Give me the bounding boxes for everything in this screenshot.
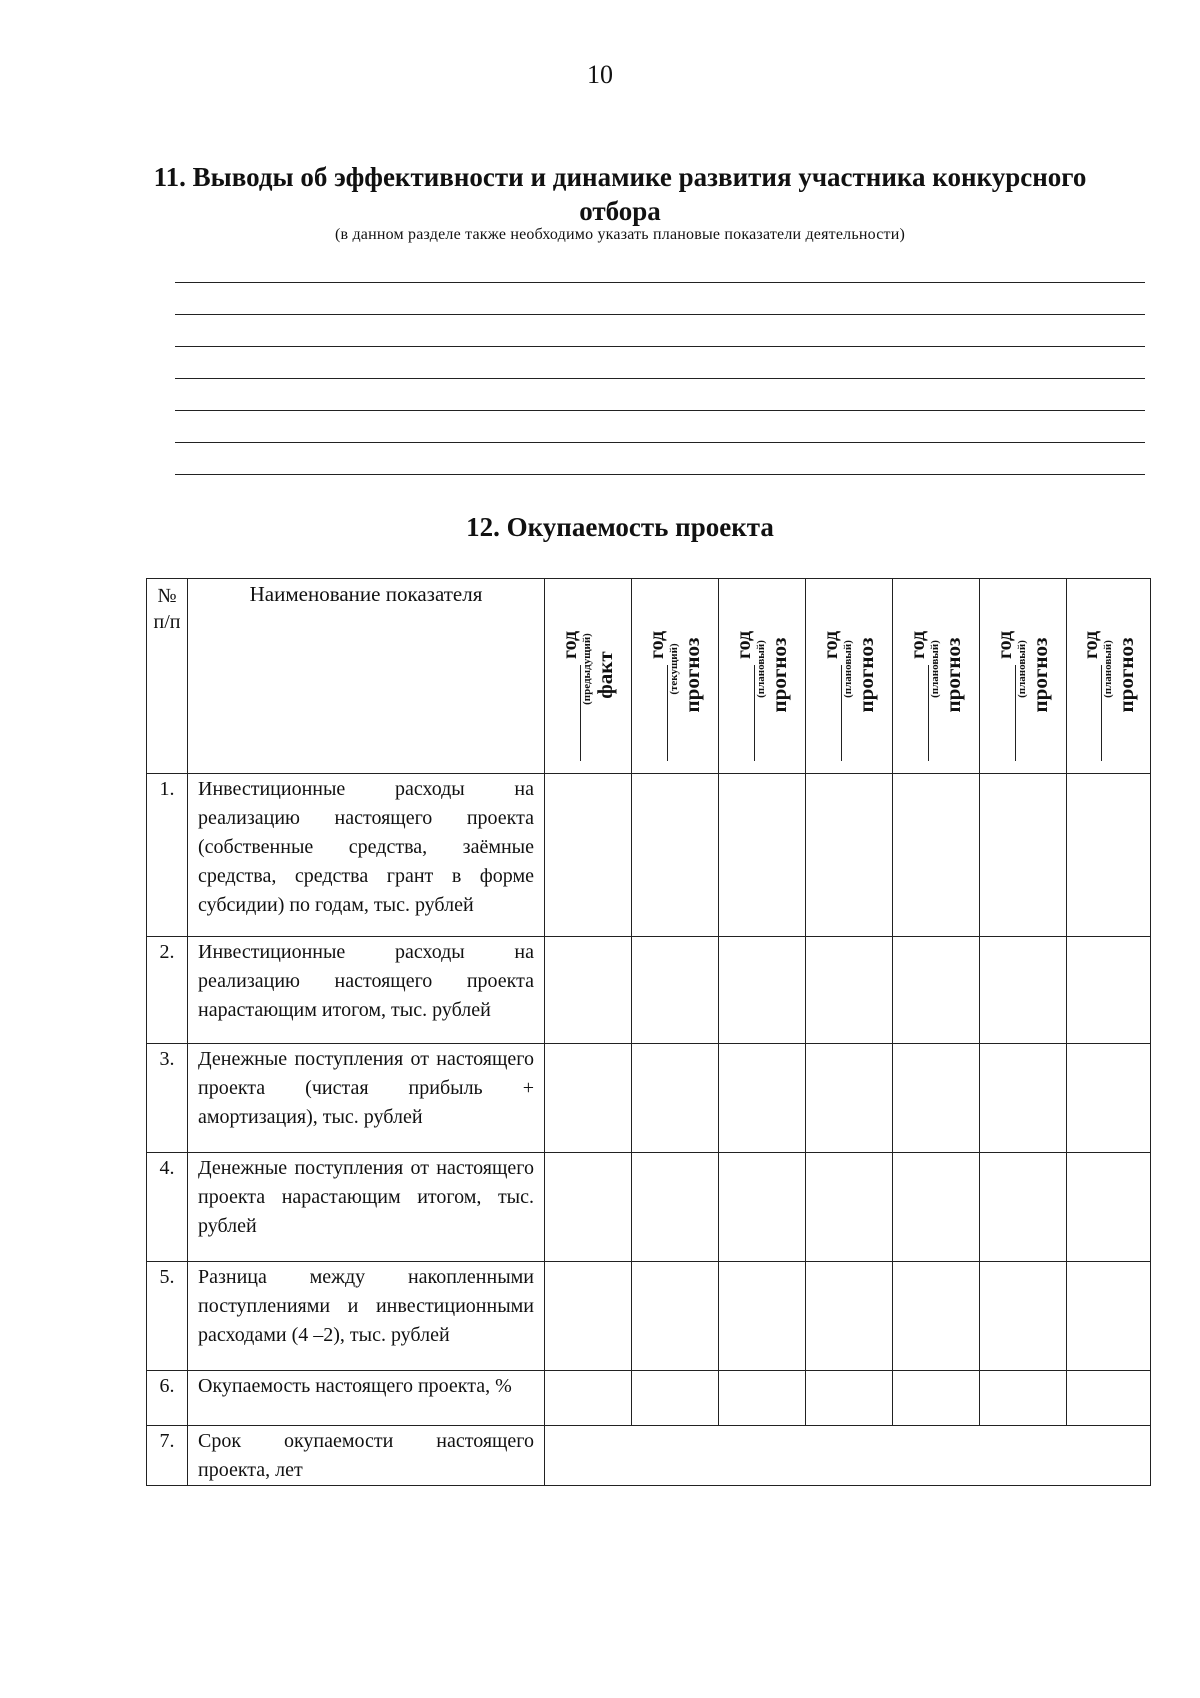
table-row — [147, 774, 1151, 937]
value-cell[interactable] — [806, 937, 893, 1044]
value-cell[interactable] — [980, 1044, 1067, 1153]
year-value-type: прогноз — [1028, 637, 1052, 713]
value-cell[interactable] — [719, 774, 806, 937]
value-cell[interactable] — [545, 1371, 632, 1426]
table-body — [147, 774, 1151, 1486]
value-cell[interactable] — [632, 1371, 719, 1426]
value-cell[interactable] — [545, 937, 632, 1044]
year-value-type: прогноз — [941, 637, 965, 713]
table-row — [147, 1044, 1151, 1153]
value-cell[interactable] — [719, 1262, 806, 1371]
year-blank-field[interactable] — [912, 665, 929, 761]
year-column-header — [632, 579, 719, 774]
value-cell[interactable] — [719, 1044, 806, 1153]
table-row — [147, 1426, 1151, 1486]
value-cell[interactable] — [893, 1153, 980, 1262]
value-cell[interactable] — [1067, 937, 1151, 1044]
value-cell[interactable] — [980, 1371, 1067, 1426]
value-cell[interactable] — [632, 1153, 719, 1262]
value-cell[interactable] — [806, 774, 893, 937]
value-cell[interactable] — [545, 1153, 632, 1262]
section-11-title: 11. Выводы об эффективности и динамике развития участника конкурсного отбора — [153, 162, 1087, 226]
value-cell[interactable] — [632, 774, 719, 937]
year-value-type: прогноз — [767, 637, 791, 713]
value-cell[interactable] — [719, 1153, 806, 1262]
year-value-type: прогноз — [1113, 637, 1138, 713]
value-cell[interactable] — [980, 937, 1067, 1044]
year-type-label: (плановый) — [1016, 640, 1028, 698]
answer-line[interactable] — [175, 410, 1145, 411]
year-type-label: (плановый) — [1101, 640, 1114, 698]
answer-line[interactable] — [175, 474, 1145, 475]
year-word: год — [1079, 630, 1102, 659]
year-type-label: (плановый) — [755, 640, 767, 698]
answer-line[interactable] — [175, 314, 1145, 315]
value-cell[interactable] — [893, 937, 980, 1044]
table-row — [147, 1153, 1151, 1262]
value-cell[interactable] — [806, 1371, 893, 1426]
value-cell[interactable] — [632, 1262, 719, 1371]
value-cell[interactable] — [632, 937, 719, 1044]
table-row — [147, 937, 1151, 1044]
indicator-name: Окупаемость настоящего проекта, % — [188, 1371, 545, 1426]
year-value-type: факт — [593, 651, 617, 699]
year-type-label: (текущий) — [668, 643, 680, 695]
payback-table — [146, 578, 1151, 1486]
value-cell[interactable] — [719, 1371, 806, 1426]
header-number: № п/п — [147, 579, 188, 774]
value-cell[interactable] — [893, 1044, 980, 1153]
indicator-name: Инвестиционные расходы на реализацию настоящего проекта нарастающим итогом, тыс. рублей — [188, 937, 545, 1044]
value-cell[interactable] — [893, 774, 980, 937]
value-cell[interactable] — [806, 1044, 893, 1153]
year-word: год — [559, 630, 581, 659]
year-word: год — [646, 630, 668, 659]
answer-line[interactable] — [175, 346, 1145, 347]
year-column-header — [545, 579, 632, 774]
row-number: 1. — [147, 774, 188, 937]
year-value-type: прогноз — [680, 637, 704, 713]
section-12-title: 12. Окупаемость проекта — [466, 512, 774, 542]
year-blank-field[interactable] — [564, 665, 581, 761]
indicator-name: Денежные поступления от настоящего проекта нарастающим итогом, тыс. рублей — [188, 1153, 545, 1262]
year-column-header — [1067, 579, 1151, 774]
year-word: год — [820, 630, 842, 659]
year-word: год — [733, 630, 755, 659]
year-blank-field[interactable] — [738, 665, 755, 761]
row-number: 2. — [147, 937, 188, 1044]
row-number: 4. — [147, 1153, 188, 1262]
year-column-header — [806, 579, 893, 774]
year-type-label: (плановый) — [842, 640, 854, 698]
value-cell[interactable] — [719, 937, 806, 1044]
year-blank-field[interactable] — [651, 665, 668, 761]
row-number: 6. — [147, 1371, 188, 1426]
answer-line[interactable] — [175, 442, 1145, 443]
value-cell[interactable] — [980, 774, 1067, 937]
year-type-label: (плановый) — [929, 640, 941, 698]
year-column-header — [719, 579, 806, 774]
value-cell[interactable] — [980, 1153, 1067, 1262]
section-11-note: (в данном разделе также необходимо указать плановые показатели деятельности) — [334, 226, 905, 243]
year-column-header — [893, 579, 980, 774]
row-number: 3. — [147, 1044, 188, 1153]
row-number: 7. — [147, 1426, 188, 1486]
value-cell[interactable] — [893, 1371, 980, 1426]
value-cell[interactable] — [1067, 1044, 1151, 1153]
value-cell[interactable] — [545, 1262, 632, 1371]
year-blank-field[interactable] — [1085, 665, 1102, 761]
indicator-name: Срок окупаемости настоящего проекта, лет — [188, 1426, 545, 1486]
year-blank-field[interactable] — [825, 665, 842, 761]
value-cell[interactable] — [1067, 1371, 1151, 1426]
indicator-name: Инвестиционные расходы на реализацию настоящего проекта (собственные средства, заёмные средства, средства грант в форме субсидии) по годам, тыс. рублей — [188, 774, 545, 937]
indicator-name: Денежные поступления от настоящего проекта (чистая прибыль + амортизация), тыс. рублей — [188, 1044, 545, 1153]
value-cell[interactable] — [545, 1426, 1151, 1486]
header-name: Наименование показателя — [188, 579, 545, 774]
value-cell[interactable] — [545, 774, 632, 937]
indicator-name: Разница между накопленными поступлениями и инвестиционными расходами (4 –2), тыс. рублей — [188, 1262, 545, 1371]
year-blank-field[interactable] — [999, 665, 1016, 761]
value-cell[interactable] — [980, 1262, 1067, 1371]
page-number: 10 — [587, 60, 613, 89]
answer-line[interactable] — [175, 378, 1145, 379]
row-number: 5. — [147, 1262, 188, 1371]
value-cell[interactable] — [1067, 1153, 1151, 1262]
year-column-header — [980, 579, 1067, 774]
year-word: год — [994, 630, 1016, 659]
value-cell[interactable] — [806, 1262, 893, 1371]
value-cell[interactable] — [1067, 774, 1151, 937]
year-value-type: прогноз — [854, 637, 878, 713]
value-cell[interactable] — [1067, 1262, 1151, 1371]
table-row — [147, 1262, 1151, 1371]
table-row — [147, 1371, 1151, 1426]
value-cell[interactable] — [545, 1044, 632, 1153]
value-cell[interactable] — [632, 1044, 719, 1153]
table-header-row — [147, 579, 1151, 774]
year-type-label: (предыдущий) — [581, 633, 593, 705]
year-word: год — [907, 630, 929, 659]
answer-line[interactable] — [175, 282, 1145, 283]
value-cell[interactable] — [806, 1153, 893, 1262]
value-cell[interactable] — [893, 1262, 980, 1371]
